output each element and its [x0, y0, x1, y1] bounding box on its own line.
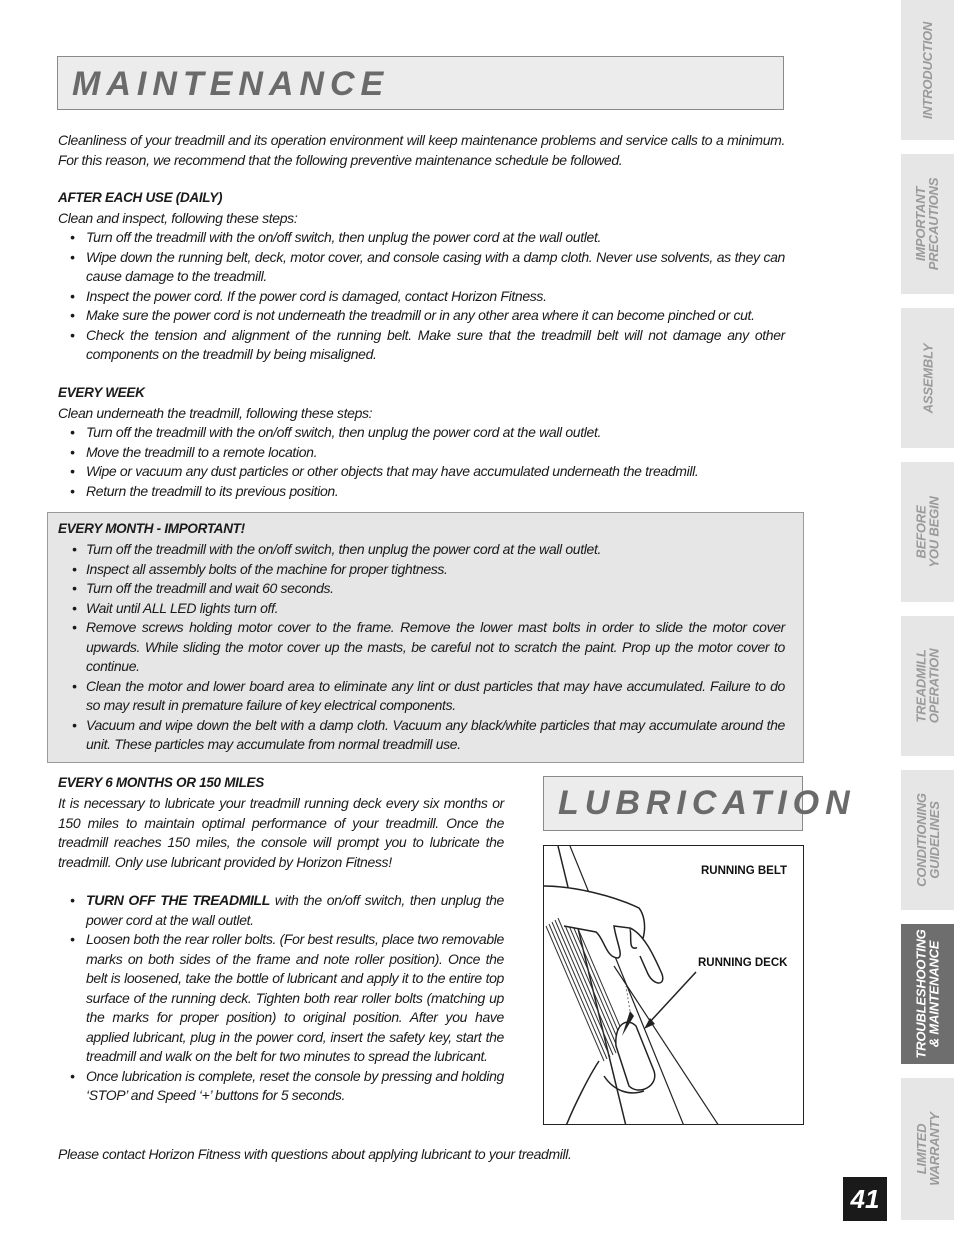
- tab-label: GUIDELINES: [926, 801, 942, 879]
- tab-label: & MAINTENANCE: [926, 940, 942, 1048]
- tab-label: ASSEMBLY: [920, 343, 936, 413]
- list-item: • Remove screws holding motor cover to the frame. Remove the lower mast bolts in order to slide the motor cover upwards. While sliding the motor cover up the masts, be careful not to scratch the paint. Prop up the motor cover to continue.: [72, 619, 785, 674]
- list-item: • Once lubrication is complete, reset the console by pressing and holding ‘STOP’ and Speed ‘+’ buttons for 5 seconds.: [70, 1067, 504, 1103]
- list-item: • Turn off the treadmill with the on/off switch, then unplug the power cord at the wall outlet.: [70, 229, 602, 245]
- label-running-belt: RUNNING BELT: [701, 865, 788, 877]
- footer-note: Please contact Horizon Fitness with questions about applying lubricant to your treadmill.: [58, 1146, 572, 1162]
- tab-introduction[interactable]: [901, 0, 954, 140]
- list-item: • Wipe or vacuum any dust particles or other objects that may have accumulated underneath the treadmill.: [70, 463, 699, 479]
- tab-conditioning-guidelines[interactable]: [901, 770, 954, 910]
- list-item: • Turn off the treadmill with the on/off switch, then unplug the power cord at the wall outlet.: [72, 541, 602, 557]
- list-item: • TURN OFF THE TREADMILL with the on/off switch, then unplug the power cord at the wall outlet.: [70, 892, 504, 928]
- tab-important-precautions[interactable]: [901, 154, 954, 294]
- tab-treadmill-operation[interactable]: [901, 616, 954, 756]
- tab-label: BEFORE: [913, 505, 929, 559]
- tab-label: CONDITIONING: [913, 793, 929, 887]
- page-number: 41: [843, 1177, 887, 1221]
- list-item: • Turn off the treadmill and wait 60 seconds.: [72, 580, 334, 596]
- list-item: • Move the treadmill to a remote location.: [70, 443, 318, 460]
- label-running-deck: RUNNING DECK: [698, 957, 788, 969]
- tab-label: IMPORTANT: [913, 186, 929, 262]
- tab-label: TROUBLESHOOTING: [913, 929, 929, 1059]
- intro-paragraph: Cleanliness of your treadmill and its operation environment will keep maintenance problems and service calls to a minimum. For this reason, we recommend that the following preventive maintenance schedule be followed.: [58, 132, 785, 168]
- daily-list: [58, 228, 785, 365]
- tab-label: OPERATION: [926, 648, 942, 724]
- lubrication-title: LUBRICATION: [558, 784, 856, 822]
- list-item: • Vacuum and wipe down the belt with a damp cloth. Vacuum any black/white particles that may accumulate around the unit. These particles may accumulate from normal treadmill use.: [72, 716, 785, 752]
- list-item: • Inspect the power cord. If the power cord is damaged, contact Horizon Fitness.: [70, 287, 547, 304]
- tab-label: PRECAUTIONS: [926, 177, 942, 271]
- six-months-list: [58, 891, 504, 1106]
- list-item: • Make sure the power cord is not underneath the treadmill or in any other area where it can become pinched or cut.: [70, 307, 755, 323]
- tab-assembly[interactable]: [901, 308, 954, 448]
- daily-lead: Clean and inspect, following these steps:: [58, 210, 298, 226]
- tab-before-you-begin[interactable]: [901, 462, 954, 602]
- list-item: • Wipe down the running belt, deck, motor cover, and console casing with a damp cloth. Never use solvents, as they can cause damage to the treadmill.: [70, 248, 785, 284]
- list-item: • Check the tension and alignment of the running belt. Make sure that the treadmill belt will not damage any other components on the treadmill by being misaligned.: [70, 326, 785, 362]
- lubrication-title-box: [543, 776, 856, 831]
- list-item: • Return the treadmill to its previous position.: [70, 482, 339, 499]
- tab-troubleshooting-maintenance[interactable]: [901, 924, 954, 1064]
- treadmill-deck-drawing: [544, 846, 804, 1125]
- weekly-heading: EVERY WEEK: [58, 385, 145, 400]
- list-item: • Turn off the treadmill with the on/off switch, then unplug the power cord at the wall outlet.: [70, 424, 602, 440]
- weekly-list: [58, 423, 785, 501]
- list-item: • Loosen both the rear roller bolts. (For best results, place two removable marks on both sides of the frame and note roller position). Once the belt is loosened, take the bottle of lubricant and apply it to the entire top surface of the running deck. Tighten both rear roller bolts (matching up the marks for proper position) to original position. After you have applied lubricant, plug in the power cord, insert the safety key, start the treadmill and walk on the belt for two minutes to spread the lubricant.: [70, 931, 504, 1064]
- tab-label: INTRODUCTION: [920, 21, 936, 119]
- lubrication-illustration: [543, 845, 804, 1125]
- daily-heading: AFTER EACH USE (DAILY): [58, 190, 223, 205]
- list-item: • Wait until ALL LED lights turn off.: [72, 599, 279, 616]
- tab-limited-warranty[interactable]: [901, 1078, 954, 1220]
- tab-label: WARRANTY: [926, 1112, 942, 1186]
- weekly-lead: Clean underneath the treadmill, following these steps:: [58, 405, 373, 421]
- tab-label: YOU BEGIN: [926, 496, 942, 568]
- list-item: • Inspect all assembly bolts of the machine for proper tightness.: [72, 560, 448, 577]
- maintenance-title-box: [57, 56, 784, 110]
- monthly-list: [61, 540, 785, 755]
- list-item: • Clean the motor and lower board area to eliminate any lint or dust particles that may have accumulated. Failure to do so may result in premature failure of key electrical components.: [72, 677, 785, 713]
- six-months-heading: EVERY 6 MONTHS OR 150 MILES: [58, 775, 264, 790]
- page-title: MAINTENANCE: [72, 65, 390, 103]
- tab-label: TREADMILL: [913, 649, 929, 723]
- monthly-heading: EVERY MONTH - IMPORTANT!: [58, 521, 245, 536]
- six-months-body: It is necessary to lubricate your treadmill running deck every six months or 150 miles to maintain optimal performance of your treadmill. Once the treadmill reaches 150 miles, the console will prompt you to lubricate the treadmill. Only use lubricant provided by Horizon Fitness!: [58, 795, 504, 870]
- tab-label: LIMITED: [913, 1123, 929, 1175]
